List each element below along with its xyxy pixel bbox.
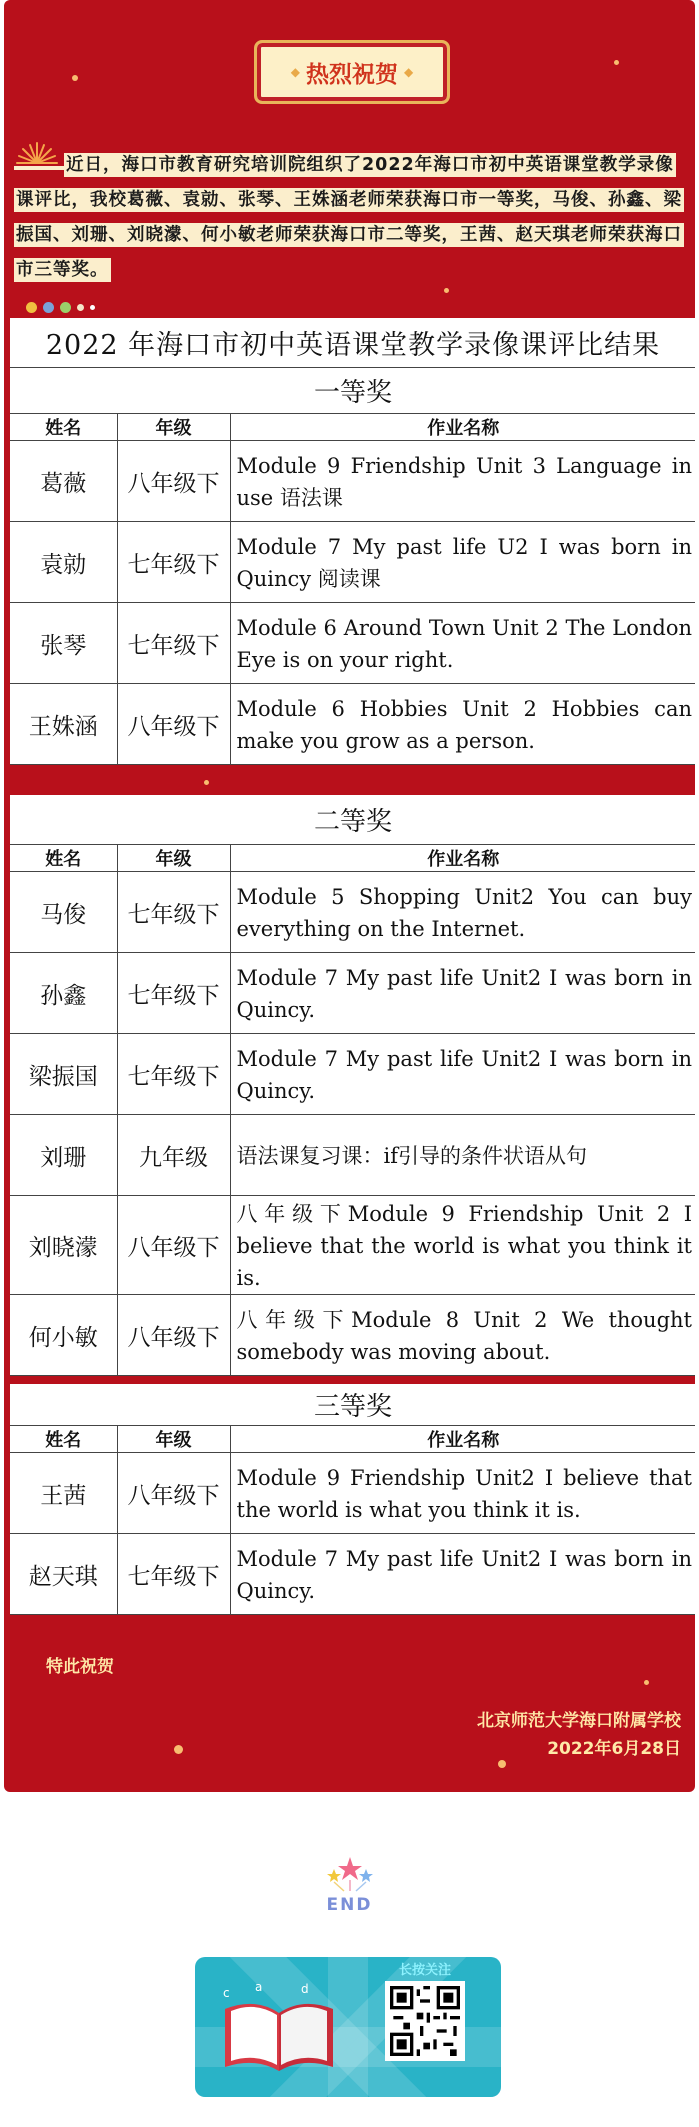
grade: 七年级下 — [117, 872, 230, 953]
teacher-name: 葛薇 — [10, 441, 117, 522]
grade: 八年级下 — [117, 441, 230, 522]
grade: 七年级下 — [117, 522, 230, 603]
lesson-topic: Module 7 My past life Unit2 I was born in Quincy. — [230, 1034, 695, 1115]
third-prize-card — [10, 1384, 695, 1615]
closing-text: 特此祝贺 — [46, 1657, 114, 1677]
lesson-topic: Module 6 Hobbies Unit 2 Hobbies can make you grow as a person. — [230, 684, 695, 765]
table-row — [10, 684, 695, 765]
teacher-name: 袁勍 — [10, 522, 117, 603]
follow-banner[interactable] — [195, 1957, 501, 2097]
title-badge: ◆ 热烈祝贺 ◆ — [254, 40, 450, 104]
lesson-topic: 语法课复习课：if引导的条件状语从句 — [230, 1115, 695, 1196]
teacher-name: 王茜 — [10, 1453, 117, 1534]
lesson-topic: Module 7 My past life Unit2 I was born in Quincy. — [230, 953, 695, 1034]
signature-date: 2022年6月28日 — [547, 1739, 681, 1759]
table-row — [10, 1534, 695, 1615]
sparkle-dot — [444, 288, 449, 293]
lesson-topic: Module 6 Around Town Unit 2 The London Eye is on your right. — [230, 603, 695, 684]
lesson-topic: Module 5 Shopping Unit2 You can buy everything on the Internet. — [230, 872, 695, 953]
end-label: END — [326, 1895, 373, 1915]
signature-block — [477, 1707, 681, 1763]
sparkle-dot — [204, 780, 209, 785]
table-row — [10, 1295, 695, 1376]
table-row — [10, 953, 695, 1034]
col-topic-header: 作业名称 — [230, 845, 695, 872]
col-name-header: 姓名 — [10, 1426, 117, 1453]
table-row — [10, 441, 695, 522]
award-title: 三等奖 — [10, 1384, 695, 1426]
first-prize-table — [10, 414, 695, 765]
qr-code-icon[interactable] — [385, 1981, 465, 2061]
teacher-name: 刘晓濛 — [10, 1196, 117, 1295]
teacher-name: 马俊 — [10, 872, 117, 953]
school-name: 北京师范大学海口附属学校 — [477, 1711, 681, 1731]
teacher-name: 孙鑫 — [10, 953, 117, 1034]
sparkle-dot — [644, 1680, 649, 1685]
second-prize-table — [10, 845, 695, 1376]
table-row — [10, 603, 695, 684]
teacher-name: 梁振国 — [10, 1034, 117, 1115]
sparkle-dot — [614, 60, 619, 65]
intro-paragraph — [14, 148, 686, 288]
qr-label: 长按关注 — [398, 1963, 451, 1978]
grade: 七年级下 — [117, 1034, 230, 1115]
award-title: 二等奖 — [10, 795, 695, 845]
lesson-topic: Module 9 Friendship Unit 3 Language in use 语法课 — [230, 441, 695, 522]
teacher-name: 刘珊 — [10, 1115, 117, 1196]
table-row — [10, 1453, 695, 1534]
third-prize-table — [10, 1426, 695, 1615]
grade: 八年级下 — [117, 1196, 230, 1295]
grade: 八年级下 — [117, 1453, 230, 1534]
col-grade-header: 年级 — [117, 1426, 230, 1453]
sparkle-dot — [72, 75, 78, 81]
grade: 八年级下 — [117, 1295, 230, 1376]
teacher-name: 张琴 — [10, 603, 117, 684]
grade: 九年级 — [117, 1115, 230, 1196]
svg-text:c: c — [223, 1986, 230, 2000]
col-name-header: 姓名 — [10, 845, 117, 872]
svg-text:a: a — [255, 1980, 263, 1994]
table-row — [10, 522, 695, 603]
col-topic-header: 作业名称 — [230, 414, 695, 441]
award-poster — [4, 0, 695, 1792]
lesson-topic: 八年级下Module 9 Friendship Unit 2 I believe that the world is what you think it is. — [230, 1196, 695, 1295]
col-topic-header: 作业名称 — [230, 1426, 695, 1453]
grade: 七年级下 — [117, 953, 230, 1034]
teacher-name: 赵天琪 — [10, 1534, 117, 1615]
second-prize-card — [10, 795, 695, 1376]
col-name-header: 姓名 — [10, 414, 117, 441]
decor-dots — [26, 302, 95, 313]
book-icon — [215, 1979, 345, 2079]
table-row — [10, 1115, 695, 1196]
lesson-topic: Module 9 Friendship Unit2 I believe that the world is what you think it is. — [230, 1453, 695, 1534]
end-stars-icon — [0, 1855, 699, 1895]
grade: 七年级下 — [117, 603, 230, 684]
teacher-name: 王姝涵 — [10, 684, 117, 765]
table-row — [10, 1034, 695, 1115]
sparkle-dot — [174, 1745, 183, 1754]
svg-text:d: d — [301, 1982, 309, 1996]
table-row — [10, 1196, 695, 1295]
lesson-topic: Module 7 My past life U2 I was born in Quincy 阅读课 — [230, 522, 695, 603]
teacher-name: 何小敏 — [10, 1295, 117, 1376]
table-row — [10, 872, 695, 953]
lesson-topic: 八年级下Module 8 Unit 2 We thought somebody was moving about. — [230, 1295, 695, 1376]
first-prize-card — [10, 318, 695, 765]
grade: 七年级下 — [117, 1534, 230, 1615]
end-marker — [0, 1855, 699, 1915]
results-title: 2022 年海口市初中英语课堂教学录像课评比结果 — [10, 318, 695, 368]
lesson-topic: Module 7 My past life Unit2 I was born in Quincy. — [230, 1534, 695, 1615]
col-grade-header: 年级 — [117, 845, 230, 872]
grade: 八年级下 — [117, 684, 230, 765]
col-grade-header: 年级 — [117, 414, 230, 441]
badge-text: 热烈祝贺 — [306, 61, 398, 88]
intro-text: 近日，海口市教育研究培训院组织了2022年海口市初中英语课堂教学录像课评比，我校葛薇、袁勍、张琴、王姝涵老师荣获海口市一等奖，马俊、孙鑫、梁振国、刘珊、刘晓濛、何小敏老师荣获海口市二等奖，王茜、赵天琪老师荣获海口市三等奖。 — [16, 155, 682, 280]
award-title: 一等奖 — [10, 368, 695, 414]
